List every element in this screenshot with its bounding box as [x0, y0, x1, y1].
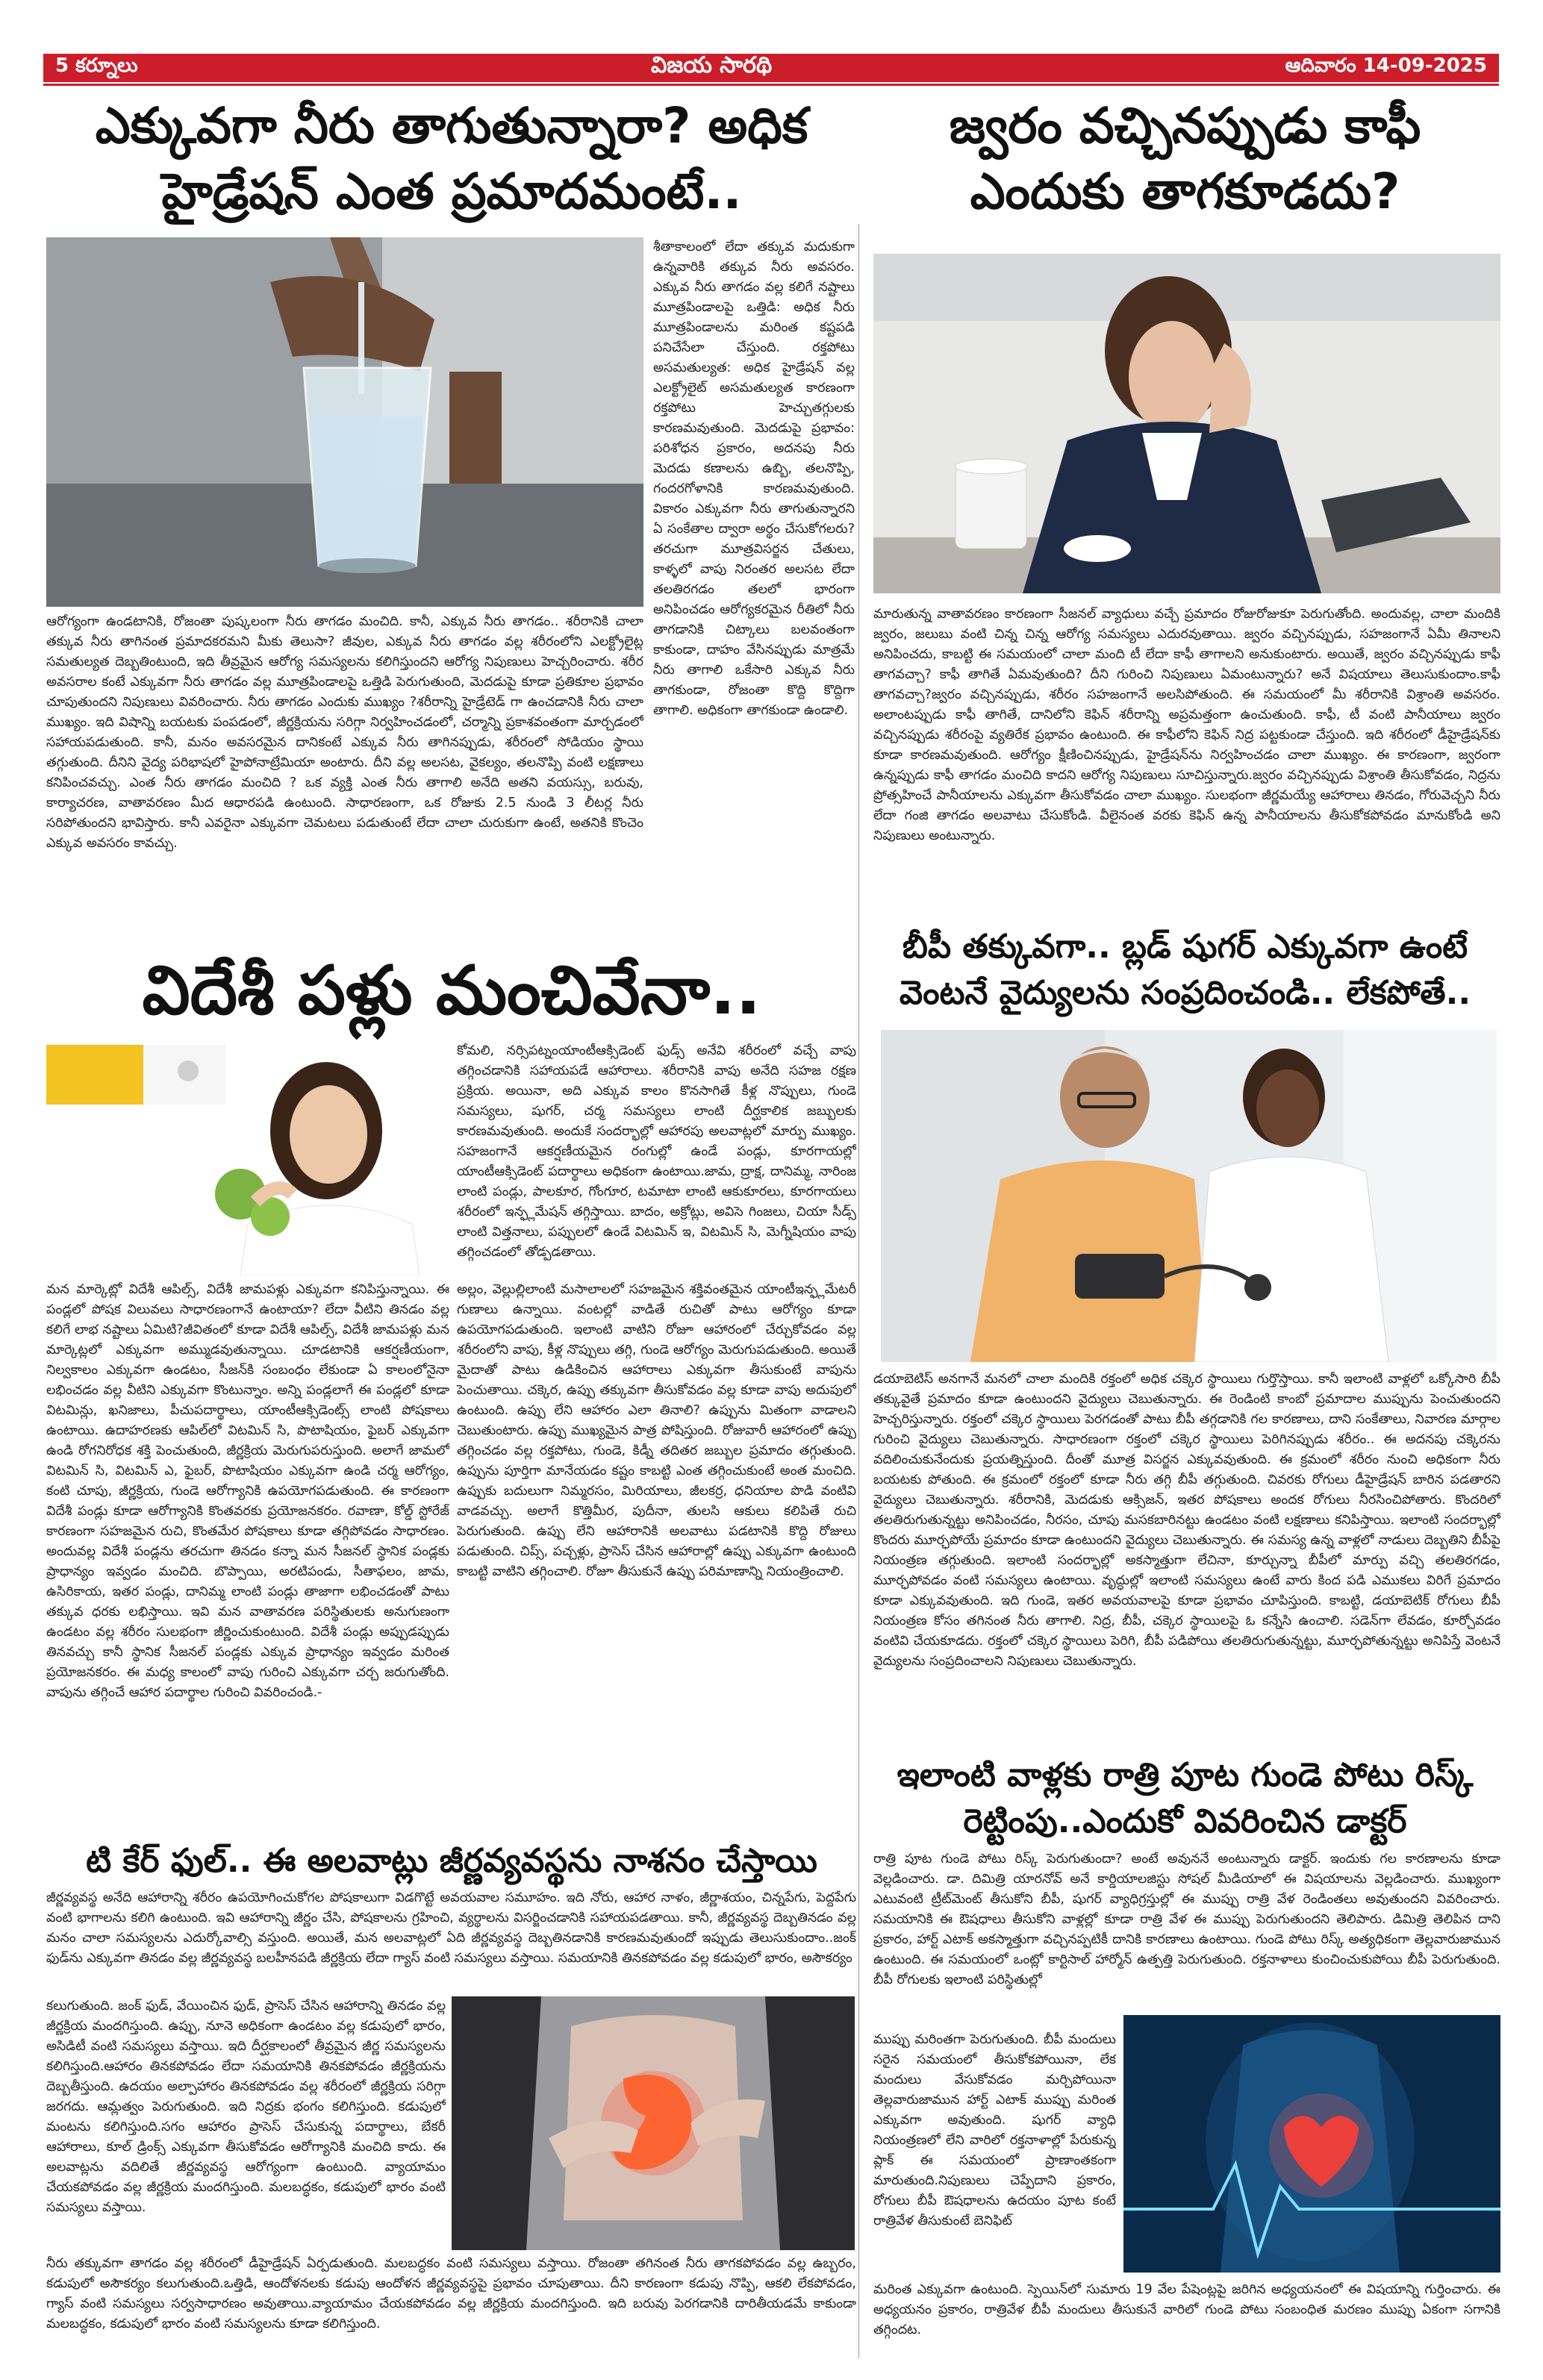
- article3-body-right: అల్లం, వెల్లుల్లిలాంటి మసాలాలలో సహజమైన శక్తివంతమైన యాంటీఇన్ఫ్లమేటరీ గుణాలు ఉన్నాయి. వంటల్లో వాడితే రుచితో పాటు ఆరోగ్యం కూడా ఉపయోగపడుతుంది. ఇలాంటి వాటిని రోజూ ఆహారంలో చేర్చుకోవడం వల్ల శరీరంలోని వాపు, కీళ్ల నొప్పులు తగ్గి, గుండె ఆరోగ్యం మెరుగుపడుతుంది. అయితే మైదాతో పాటు ఉడికించిన ఆహారాలు ఎక్కువగా తీసుకుంటే వాపును పెంచుతాయి. చక్కెర, ఉప్పు తక్కువగా తీసుకోవడం వల్ల కూడా వాపు అదుపులో ఉంటుంది. ఉప్పు లేని ఆహారం ఎలా తినాలి? ఉప్పును మితంగా వాడాలని చెబుతుంటారు. ఉప్పు ముఖ్యమైన పాత్ర పోషిస్తుంది. రోజువారీ ఆహారంలో ఉప్పు తగ్గించడం వల్ల రక్తపోటు, గుండె, కిడ్నీ తదితర జబ్బుల ప్రమాదం తగ్గుతుంది. ఉప్పును పూర్తిగా మానేయడం కష్టం కాబట్టి ఎంత తగ్గించుకుంటే అంత మంచిది. ఉప్పుకు బదులుగా నిమ్మరసం, మిరియాలు, జీలకర్ర, ధనియాల పొడి వంటివి వాడవచ్చు. అలాగే కొత్తిమీర, పుదీనా, తులసి ఆకులు కలిపితే రుచి పెరుగుతుంది. ఉప్పు లేని ఆహారానికి అలవాటు పడటానికి కొద్ది రోజులు పడుతుంది. చిప్స్, పచ్చళ్లు, ప్రాసెస్ చేసిన ఆహారాల్లో ఉప్పు ఎక్కువగా ఉంటుంది కాబట్టి వాటిని తగ్గించాలి. రోజూ తీసుకునే ఉప్పు పరిమాణాన్ని నియంత్రించాలి.: [457, 1282, 856, 1579]
- article4-headline-1: బీపీ తక్కువగా.. బ్లడ్ షుగర్ ఎక్కువగా ఉంటే: [902, 928, 1468, 966]
- article4-headline-2: వెంటనే వైద్యులను సంప్రదించండి.. లేకపోతే..: [899, 974, 1471, 1012]
- article2-body: మారుతున్న వాతావరణం కారణంగా సీజనల్ వ్యాధులు వచ్చే ప్రమాదం రోజురోజుకూ పెరుగుతోంది. అందువల్ల, చాలా మందికి జ్వరం, జలుబు వంటి చిన్న చిన్న ఆరోగ్య సమస్యలు ఎదురవుతాయి. జ్వరం వచ్చినప్పుడు, సహజంగానే ఏమీ తినాలని అనిపించదు, కాబట్టి ఈ సమయంలో చాలా మంది టీ లేదా కాఫీ తాగాలని అనుకుంటారు. అయితే, జ్వరం వచ్చినప్పుడు కాఫీ తాగవచ్చా? కాఫీ తాగితే ఏమవుతుంది? దీని గురించి నిపుణులు ఏమంటున్నారు? అనే విషయాలు తెలుసుకుందాం.కాఫీ తాగవచ్చా?జ్వరం వచ్చినప్పుడు, శరీరం సహజంగానే అలసిపోతుంది. ఈ సమయంలో మీ శరీరానికి విశ్రాంతి అవసరం. అలాంటప్పుడు కాఫీ తాగితే, దానిలోని కెఫిన్ శరీరాన్ని అప్రమత్తంగా ఉంచుతుంది. కాఫీ, టీ వంటి పానీయాలు జ్వరం వచ్చినప్పుడు శరీరంపై వ్యతిరేక ప్రభావం ఉంటుంది. ఈ కాఫీలోని కెఫిన్ నిద్ర పట్టకుండా చేస్తుంది. ఇది శరీరంలో డీహైడ్రేషన్‌కు కూడా కారణమవుతుంది. ఆరోగ్యం క్షీణించినప్పుడు, హైడ్రేషన్‌ను నిర్వహించడం చాలా ముఖ్యం. ఈ కారణంగా, జ్వరంగా ఉన్నప్పుడు కాఫీ తాగడం మంచిది కాదని ఆరోగ్య నిపుణులు సూచిస్తున్నారు.జ్వరం వచ్చినప్పుడు విశ్రాంతి తీసుకోవడం, నిద్రను ప్రోత్సహించే పానీయాలను ఎక్కువగా తీసుకోవడం చాలా ముఖ్యం. సులభంగా జీర్ణమయ్యే ఆహారాలు తినడం, గోరువెచ్చని నీరు లేదా గంజి తాగడం అలవాటు చేసుకోండి. వీలైనంత వరకు కెఫిన్ ఉన్న పానీయాలను తీసుకోకపోవడం మానుకోండి అని నిపుణులు అంటున్నారు.: [873, 607, 1500, 843]
- masthead: [43, 54, 1499, 82]
- article3-body-top: కోమలి, నర్సిపట్నంయాంటీఆక్సిడెంట్ ఫుడ్స్ అనేవి శరీరంలో వచ్చే వాపు తగ్గించడానికి సహాయపడే ఆహారాలు. శరీరానికి వాపు అనేది సహజ రక్షణ ప్రక్రియ. అయినా, అది ఎక్కువ కాలం కొనసాగితే కీళ్ల నొప్పులు, గుండె సమస్యలు, షుగర్, చర్మ సమస్యలు లాంటి దీర్ఘకాలిక జబ్బులకు కారణమవుతుంది. అందుకే సందర్భాల్లో ఆహారపు అలవాట్లలో మార్పు ముఖ్యం. సహజంగానే ఆకర్షణీయమైన రంగుల్లో ఉండే పండ్లు, కూరగాయల్లో యాంటీఆక్సిడెంట్ పదార్థాలు అధికంగా ఉంటాయి.జామ, ద్రాక్ష, దానిమ్మ, నారింజ లాంటి పండ్లు, పాలకూర, గోంగూర, టమాటా లాంటి ఆకుకూరలు, కూరగాయలు శరీరంలో ఇన్ఫ్లమేషన్ తగ్గిస్తాయి. బాదం, అక్రోట్లు, అవిసె గింజలు, చియా సీడ్స్ లాంటి విత్తనాలు, పప్పులలో ఉండే విటమిన్ ఇ, విటమిన్ సి, మెగ్నీషియం వాపు తగ్గించడంలో తోడ్పడతాయి.: [457, 1043, 856, 1260]
- article4-body: డయాబెటిస్ అనగానే మనలో చాలా మందికి రక్తంలో అధిక చక్కెర స్థాయిలు గుర్తొస్తాయి. కానీ ఇలాంటి వాళ్లలో ఒక్కోసారి బీపీ తక్కువైతే ప్రమాదం కూడా ఉంటుందని వైద్యులు చెబుతున్నారు. ఈ రెండింటి కాంబో ప్రమాదాల ముప్పును పెంచుతుందని హెచ్చరిస్తున్నారు. రక్తంలో చక్కెర స్థాయిలు పెరగడంతో పాటు బీపీ తగ్గడానికి గల కారణాలు, దాని సంకేతాలు, నివారణ మార్గాల గురించి వైద్యులు చెబుతున్నారు. సాధారణంగా రక్తంలో చక్కెర స్థాయిలు పెరిగినప్పుడు శరీరం.. ఈ అదనపు చక్కెరను వదిలించుకునేందుకు ప్రయత్నిస్తుంది. దీంతో మూత్ర విసర్జన ఎక్కువవుతుంది. ఈ క్రమంలో శరీరం నుంచి అధికంగా నీరు బయటకు పోతుంది. ఈ క్రమంలో రక్తంలో కూడా నీరు తగ్గి బీపీ తగ్గుతుంది. చివరకు రోగులు డీహైడ్రేషన్ బారిన పడతారని వైద్యులు చెబుతున్నారు. శరీరానికి, మెదడుకు ఆక్సిజన్, ఇతర పోషకాలు అందక రోగులు నీరసించిపోతారు. కొందరిలో తలతిరుగుతున్నట్టు అనిపించడం, నీరసం, చూపు మసకబారినట్టు ఉండటం వంటి లక్షణాలు కనిపిస్తాయి. ఇలాంటి సందర్భాల్లో కొందరు మూర్ఛపోయే ప్రమాదం కూడా ఉంటుందని వైద్యులు చెబుతున్నారు. ఈ సమస్య ఉన్న వాళ్లలో నాడులు దెబ్బతిని బీపీపై నియంత్రణ తగ్గుతుంది. ఇలాంటి సందర్భాల్లో అకస్మాత్తుగా లేచినా, కూర్చున్నా బీపీలో మార్పు వచ్చి తలతిరగడం, మూర్ఛపోవడం వంటి సమస్యలు ఉంటాయి. వృద్ధుల్లో ఇలాంటి సమస్యలు ఉంటే వారు కింద పడి ఎముకలు విరిగే ప్రమాదం కూడా ఎక్కువవుతుంది. ఇది గుండె, ఇతర అవయవాలపై కూడా ప్రభావం చూపిస్తుంది. కాబట్టి, డయాబెటిక్ రోగులు బీపీ నియంత్రణ కోసం తగినంత నీరు తాగాలి. నిద్ర, బీపీ, చక్కెర స్థాయిలపై ఓ కన్నేసి ఉంచాలి. సడెన్‌గా లేవడం, కూర్చోవడం వంటివి చేయకూడదు. రక్తంలో చక్కెర స్థాయిలు పెరిగి, బీపీ పడిపోయి తలతిరుగుతున్నట్టు, మూర్ఛపోతున్నట్టు అనిపిస్తే వెంటనే వైద్యులను సంప్రదించాలని నిపుణులు చెబుతున్నారు.: [873, 1372, 1500, 1669]
- heart-attack-illustration: [1123, 2015, 1500, 2273]
- water-glass-photo: [46, 237, 643, 607]
- article1-headline-1: ఎక్కువగా నీరు తాగుతున్నారా? అధిక: [95, 97, 808, 154]
- masthead-rule: [43, 84, 1499, 86]
- article5-body-left: కలుగుతుంది. జంక్ ఫుడ్, వేయించిన ఫుడ్, ప్రాసెస్ చేసిన ఆహారాన్ని తినడం వల్ల జీర్ణక్రియ మందగిస్తుంది. ఉప్పు, నూనె అధికంగా ఉండటం వల్ల కడుపులో భారం, అసిడిటీ వంటి సమస్యలు వస్తాయి. ఇది దీర్ఘకాలంలో తీవ్రమైన జీర్ణ సమస్యలను కలిగిస్తుంది.ఆహారం తినకపోవడం లేదా సమయానికి తినకపోవడం జీర్ణక్రియను దెబ్బతీస్తుంది. ఉదయం అల్పాహారం తినకపోవడం వల్ల శరీరంలో జీర్ణక్రియ సరిగ్గా జరగదు. ఆమ్లత్వం పెరుగుతుంది. ఇది నిద్రకు భంగం కలిగిస్తుంది. కడుపులో మంటను కలిగిస్తుంది.సగం ఆహారం ప్రాసెస్ చేసుకున్న పదార్థాలు, బేకరీ ఆహారాలు, కూల్ డ్రింక్స్ ఎక్కువగా తీసుకోవడం ఆరోగ్యానికి మంచిది కాదు. ఈ అలవాట్లను వదిలితే జీర్ణవ్యవస్థ ఆరోగ్యంగా ఉంటుంది. వ్యాయామం చేయకపోవడం వల్ల జీర్ణక్రియ మందగిస్తుంది. మలబద్ధకం, కడుపులో భారం వంటి సమస్యలు వస్తాయి.: [46, 1999, 446, 2215]
- article1-headline-2: హైడ్రేషన్ ఎంత ప్రమాదమంటే..: [161, 163, 742, 220]
- article3-body-left: మన మార్కెట్లో విదేశీ ఆపిల్స్, విదేశీ జామపళ్లు ఎక్కువగా కనిపిస్తున్నాయి. ఈ పండ్లలో పోషక విలువలు సాధారణంగానే ఉంటాయా? లేదా వీటిని తినడం వల్ల కలిగే లాభ నష్టాలు ఏమిటి?జీవితంలో కూడా విదేశీ ఆపిల్స్, విదేశీ జామపళ్లు మన మార్కెట్లలో ఎక్కువగా అమ్ముడవుతున్నాయి. చూడటానికి ఆకర్షణీయంగా, నిల్వకాలం ఎక్కువగా ఉండటం, సీజన్‌కి సంబంధం లేకుండా ఏ కాలంలోనైనా లభించడం వల్ల వీటిని ఎక్కువగా కొంటున్నాం. అన్ని పండ్లలాగే ఈ పండ్లలో కూడా విటమిన్లు, ఖనిజాలు, పీచుపదార్థాలు, యాంటీఆక్సిడెంట్స్ లాంటి పోషకాలు ఉంటాయి. ఉదాహరణకు ఆపిల్‌లో విటమిన్ సి, పొటాషియం, ఫైబర్ ఎక్కువగా ఉండి రోగనిరోధక శక్తి పెంచుతుంది, జీర్ణక్రియ మెరుగుపరుస్తుంది. అలాగే జామలో విటమిన్ సి, విటమిన్ ఎ, ఫైబర్, పొటాషియం ఎక్కువగా ఉండి చర్మ ఆరోగ్యం, కంటి చూపు, జీర్ణక్రియ, గుండె ఆరోగ్యానికి ఉపయోగపడుతుంది. ఈ కారణంగా విదేశీ పండ్లు కూడా ఆరోగ్యానికి కొంతవరకు ప్రయోజనకరం. రవాణా, కోల్డ్ స్టోరేజ్ కారణంగా సహజమైన రుచి, కొంతమేర పోషకాలు కూడా తగ్గిపోవడం సాధారణం. అందువల్ల విదేశీ పండ్లను తరచుగా తినడం కన్నా మన సీజనల్ స్థానిక పండ్లకు ప్రాధాన్యం ఇవ్వడం మంచిది. బొప్పాయి, అరటిపండు, సీతాఫలం, జామ, ఉసిరికాయ, ఇతర పండ్లు, దానిమ్మ లాంటి పండ్లు తాజాగా లభించడంతో పాటు తక్కువ ధరకు లభిస్తాయి. ఇవి మన వాతావరణ పరిస్థితులకు అనుగుణంగా ఉండటం వల్ల శరీరం సులభంగా జీర్ణించుకుంటుంది. విదేశీ పండ్లు అప్పుడప్పుడు తినవచ్చు కానీ స్థానిక సీజనల్ పండ్లకు ఎక్కువ ప్రాధాన్యం ఇవ్వడం మరింత ప్రయోజనకరం. ఈ మధ్య కాలంలో వాపు గురించి ఎక్కువగా చర్చ జరుగుతోంది. వాపును తగ్గించే ఆహార పదార్థాల గురించి వివరించండి.-: [46, 1282, 449, 1700]
- stomach-pain-illustration: [452, 1996, 855, 2250]
- woman-holding-guava-photo: [46, 1045, 449, 1276]
- article2-headline-2: ఎందుకు తాగకూడదు?: [970, 163, 1400, 220]
- doctor-checking-bp-photo: [881, 1030, 1497, 1362]
- article1-body: ఆరోగ్యంగా ఉండటానికి, రోజంతా పుష్కలంగా నీరు తాగడం మంచిది. కానీ, ఎక్కువ నీరు తాగడం.. శరీరానికి చాలా తక్కువ నీరు తాగినంత ప్రమాదకరమని మీకు తెలుసా? జీవుల, ఎక్కువ నీరు తాగడం వల్ల శరీరంలోని ఎలక్ట్రోలైట్ల సమతుల్యత దెబ్బతింటుంది, ఇది తీవ్రమైన ఆరోగ్య సమస్యలను కలిగిస్తుందని ఆరోగ్య నిపుణులు హెచ్చరించారు. శరీర అవసరాల కంటే ఎక్కువగా నీరు తాగడం వల్ల మూత్రపిండాలపై ఒత్తిడి పెరుగుతుంది, మెదడుపై కూడా ప్రతికూల ప్రభావం చూపుతుందని నిపుణులు వివరించారు. నీరు తాగడం ఎందుకు ముఖ్యం ?శరీరాన్ని హైడ్రేటెడ్ గా ఉంచడానికి నీరు చాలా ముఖ్యం. ఇది విషాన్ని బయటకు పంపడంలో, జీర్ణక్రియను సరిగ్గా నిర్వహించడంలో, చర్మాన్ని ప్రకాశవంతంగా మార్చడంలో సహాయపడుతుంది. కానీ, మనం అవసరమైన దానికంటే ఎక్కువ నీరు తాగినప్పుడు, శరీరంలో సోడియం స్థాయి తగ్గుతుంది. దీనిని వైద్య పరిభాషలో హైపోనాట్రేమియా అంటారు. దీని వల్ల అలసట, వైకల్యం, తలనొప్పి వంటి లక్షణాలు కనిపించవచ్చు. ఎంత నీరు తాగడం మంచిది ? ఒక వ్యక్తి ఎంత నీరు తాగాలి అనేది అతని వయస్సు, బరువు, కార్యాచరణ, వాతావరణం మీద ఆధారపడి ఉంటుంది. సాధారణంగా, ఒక రోజుకు 2.5 నుండి 3 లీటర్ల నీరు సరిపోతుందని భావిస్తారు. కానీ ఎవరైనా ఎక్కువగా చెమటలు పడుతుంటే లేదా చాలా చురుకుగా ఉంటే, అతనికి కొంచెం ఎక్కువ అవసరం కావచ్చు.: [46, 614, 643, 851]
- article6-body-bottom: మరింత ఎక్కువగా ఉంటుంది. స్పెయిన్‌లో సుమారు 19 వేల పేషెంట్లపై జరిగిన అధ్యయనంలో ఈ విషయాన్ని గుర్తించారు. ఈ అధ్యయనం ప్రకారం, రాత్రివేళ బీపీ మందులు తీసుకునే వారిలో గుండె పోటు సంబంధిత మరణం ముప్పు ఏకంగా సగానికి తగ్గిందట.: [873, 2282, 1500, 2337]
- article5-body-top: జీర్ణవ్యవస్థ అనేది ఆహారాన్ని శరీరం ఉపయోగించుకోగల పోషకాలుగా విడగొట్టే అవయవాల సమూహం. ఇది నోరు, ఆహార నాళం, జీర్ణాశయం, చిన్నపేగు, పెద్దపేగు వంటి భాగాలను కలిగి ఉంటుంది. ఇవి ఆహారాన్ని జీర్ణం చేసి, పోషకాలను గ్రహించి, వ్యర్థాలను విసర్జించడానికి సహాయపడతాయి. కానీ, జీర్ణవ్యవస్థ దెబ్బతినడం వల్ల మనం చాలా సమస్యలను ఎదుర్కోవాల్సి వస్తుంది. అయితే, మన అలవాట్లలో ఏది జీర్ణవ్యవస్థ దెబ్బతినడానికి కారణమవుతుందో ఇప్పుడు తెలుసుకుందాం..జంక్ ఫుడ్‌ను ఎక్కువగా తినడం వల్ల జీర్ణవ్యవస్థ బలహీనపడి జీర్ణక్రియ లేదా గ్యాస్ వంటి సమస్యలు వస్తాయి. సమయానికి తినకపోవడం వల్ల కడుపులో భారం, అసౌకర్యం: [46, 1890, 856, 1966]
- article2-headline-1: జ్వరం వచ్చినప్పుడు కాఫీ: [949, 97, 1421, 154]
- article6-body-left: ముప్పు మరింతగా పెరుగుతుంది. బీపీ మందులు సరైన సమయంలో తీసుకోకపోయినా, లేక మందులు వేసుకోవడం మర్చిపోయినా తెల్లవారుజామున హార్ట్ ఎటాక్ ముప్పు మరింత ఎక్కువగా అవుతుంది. షుగర్ వ్యాధి నియంత్రణలో లేని వారిలో రక్తనాళాల్లో పేరుకున్న ప్లాక్ ఈ సమయంలో ప్రాణాంతకంగా మారుతుంది.నిపుణులు చెప్పేదాని ప్రకారం, రోగులు బీపీ ఔషధాలను ఉదయం పూట కంటే రాత్రివేళ తీసుకుంటే బెనిఫిట్: [873, 2032, 1116, 2228]
- article5-headline: టి కేర్ ఫుల్.. ఈ అలవాట్లు జీర్ణవ్యవస్థను నాశనం చేస్తాయి: [86, 1842, 817, 1880]
- woman-with-headache-photo: [873, 254, 1500, 593]
- article6-body-top: రాత్రి పూట గుండె పోటు రిస్క్ పెరుగుతుందా? అంటే అవుననే అంటున్నారు డాక్టర్. ఇందుకు గల కారణాలను కూడా వెల్లడించారు. డా. దిమిత్రి యారనోవ్ అనే కార్డియాలజిస్టు సోషల్ మీడియాలో ఈ విషయాలను వెల్లడించారు. ముఖ్యంగా ఎటువంటి ట్రీట్‌మెంట్ తీసుకోని బీపీ, షుగర్ వ్యాధిగ్రస్తుల్లో ఈ ముప్పు రాత్రి వేళ రెండింతలు అవుతుందని వివరించారు. సమయానికి ఈ ఔషధాలు తీసుకోని వాళ్లల్లో కూడా రాత్రి వేళ ఈ ముప్పు పెరుగుతుందని తెలిపారు. డిమిత్రి తెలిపిన దాని ప్రకారం, హార్ట్ ఎటాక్ అకస్మాత్తుగా వచ్చినప్పటికీ దానికి కారణాలు ఉంటాయి. గుండె పోటు రిస్క్ అత్యధికంగా తెల్లవారుజామున ఉంటుంది. ఈ సమయంలో ఒంట్లో కార్టిసాల్ హార్మోన్ ఉత్పత్తి పెరుగుతుంది. రక్తనాళాలు కుంచించుకుపోయి బీపీ పెరుగుతుంది. బీపీ రోగులకు ఇలాంటి పరిస్థితుల్లో: [873, 1852, 1500, 1987]
- article1-sidebar-text: శీతాకాలంలో లేదా తక్కువ మదుకుగా ఉన్నవారికి తక్కువ నీరు అవసరం. ఎక్కువ నీరు తాగడం వల్ల కలిగే నష్టాలు మూత్రపిండాలపై ఒత్తిడి: అధిక నీరు మూత్రపిండాలను మరింత కష్టపడి పనిచేసేలా చేస్తుంది. రక్తపోటు అసమతుల్యత: అధిక హైడ్రేషన్ వల్ల ఎలక్ట్రోలైట్ అసమతుల్యత కారణంగా రక్తపోటు హెచ్చుతగ్గులకు కారణమవుతుంది. మెదడుపై ప్రభావం: పరిశోధన ప్రకారం, అదనపు నీరు మెదడు కణాలను ఉబ్బి, తలనొప్పి, గందరగోళానికి కారణమవుతుంది. వికారం ఎక్కువగా నీరు తాగుతున్నారని ఏ సంకేతాల ద్వారా అర్థం చేసుకోగలరు? తరచుగా మూత్రవిసర్జన చేతులు, కాళ్ళలో వాపు నిరంతర అలసట లేదా తలతిరగడం తలలో భారంగా అనిపించడం ఆరోగ్యకరమైన రీతిలో నీరు తాగడానికి చిట్కాలు బలవంతంగా కాకుండా, దాహం వేసినప్పుడు మాత్రమే నీరు తాగాలి ఒకేసారి ఎక్కువ నీరు తాగకుండా, రోజంతా కొద్ది కొద్దిగా తాగాలి. అధికంగా తాగకుండా ఉండాలి.: [653, 240, 855, 718]
- paper-name: విజయ సారథి: [650, 52, 773, 78]
- issue-date: ఆదివారం 14-09-2025: [1285, 54, 1487, 77]
- article3-headline: విదేశీ పళ్లు మంచివేనా..: [142, 952, 761, 1030]
- column-divider: [858, 224, 859, 2358]
- article6-headline-1: ఇలాంటి వాళ్లకు రాత్రి పూట గుండె పోటు రిస్క్: [897, 1756, 1474, 1794]
- article5-body-bottom: నీరు తక్కువగా తాగడం వల్ల శరీరంలో డీహైడ్రేషన్ ఏర్పడుతుంది. మలబద్ధకం వంటి సమస్యలు వస్తాయి. రోజంతా తగినంత నీరు తాగకపోవడం వల్ల ఉబ్బరం, కడుపులో అసౌకర్యం కలుగుతుంది.ఒత్తిడి, ఆందోళనలకు కడుపు ఆందోళన జీర్ణవ్యవస్థపై ప్రభావం చూపుతాయి. దీని కారణంగా కడుపు నొప్పి, ఆకలి లేకపోవడం, గ్యాస్ వంటి సమస్యలు సర్వసాధారణం అవుతాయి.వ్యాయామం చేయకపోవడం వల్ల జీర్ణక్రియ మందగిస్తుంది. ఇది బరువు పెరగడానికి దారితీయడమే కాకుండా మలబద్ధకం, కడుపులో భారం వంటి సమస్యలను కూడా కలిగిస్తుంది.: [46, 2256, 856, 2331]
- article6-headline-2: రెట్టింపు..ఎందుకో వివరించిన డాక్టర్: [963, 1802, 1407, 1840]
- page-label: 5 కర్నూలు: [55, 54, 138, 77]
